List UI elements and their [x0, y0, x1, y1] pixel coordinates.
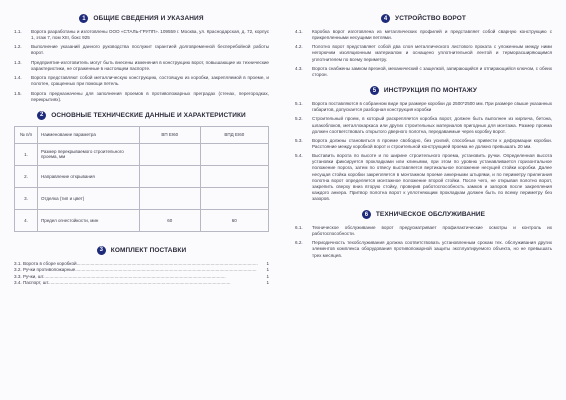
list-item: 1.4. Ворота представляют собой металлическую конструкцию, состоящую из коробки, закрепляемой в проеме, и полотен, сращенных при помощи петель.	[14, 75, 269, 87]
section-number: 5	[370, 86, 379, 95]
table-row: 4. Предел огнестойкости, мин 60 60	[15, 209, 269, 231]
list-item: 5.1. Ворота поставляются в собранном виде при размере коробки до 2500*2500 мм. При размере свыше указанных габаритов, допускается разборная конструкция коробки	[295, 101, 552, 113]
list-item: 1.3. Предприятие-изготовитель могут быть внесены изменения в конструкцию ворот, повышающие их технические характеристики, не отраженные в настоящем паспорте.	[14, 59, 269, 71]
table-header: ВП EI60	[140, 126, 201, 143]
list-item: 3.3. Ручки, шт. .............................................................................................................................................. 1	[14, 273, 269, 279]
list-item: 6.2. Периодичность техобслуживания должна соответствовать установленным срокам тех. обслуживания других элементов комплекса оборудования противопожарной защиты эксплуатируемого объекта, но не превышать трех месяцев.	[295, 240, 552, 258]
service-list	[295, 225, 552, 259]
delivery-list	[14, 261, 269, 287]
device-list	[295, 29, 552, 78]
table-header: № п/п	[15, 126, 38, 143]
list-item: 6.1. Техническое обслуживание ворот предусматривает профилактические осмотры и контроль их работоспособности.	[295, 225, 552, 237]
list-item: 5.2. Строительный проем, в который раскрепляется коробка ворот, должен быть выполнен из кирпича, бетона, шлакоблоков, металлокаркаса или других строительных материалов пригодных для монтажа. Размер проема должен соответствовать открытого дверного полотна, передаваемые через коробку ворот.	[295, 116, 552, 134]
install-list	[295, 101, 552, 202]
list-item: 5.3. Ворота должны становиться в проеме свободно, без усилий, способных привести к деформации коробки. Расстояние между коробкой ворот и строительной конструкцией проема не должно превышать 20 мм.	[295, 137, 552, 149]
section-title: ОСНОВНЫЕ ТЕХНИЧЕСКИЕ ДАННЫЕ И ХАРАКТЕРИСТИКИ	[51, 111, 246, 119]
section-1-header	[14, 14, 269, 23]
section-4-header	[295, 14, 552, 23]
list-item: 3.1. Ворота в сборе коробкой .............................................................................................................................................. 1	[14, 260, 269, 266]
right-page	[283, 0, 566, 400]
list-item: 3.2. Ручки противопожарные .............................................................................................................................................. 1	[14, 267, 269, 273]
section-6-header	[295, 210, 552, 219]
section-3-header	[14, 246, 269, 255]
section-title: КОМПЛЕКТ ПОСТАВКИ	[110, 246, 187, 254]
list-item: 1.5. Ворота предназначены для заполнения проемов в противопожарных преградах (стенах, перегородках, перекрытиях).	[14, 90, 269, 102]
general-list	[14, 29, 269, 103]
table-row: 1. Размер перекрываемого строительного проема, мм	[15, 143, 269, 165]
list-item: 3.4. Паспорт, шт. .............................................................................................................................................. 1	[14, 279, 269, 285]
section-number: 2	[37, 111, 46, 120]
table-header: ВПД EI60	[200, 126, 268, 143]
list-item: 1.2. Выполнение указаний данного руководства послужит гарантией долговременной бесперебойной работы ворот.	[14, 44, 269, 56]
section-2-header	[14, 111, 269, 120]
section-number: 1	[79, 14, 88, 23]
section-number: 6	[362, 210, 371, 219]
table-header-row	[15, 126, 269, 143]
table-header: Наименование параметра	[38, 126, 140, 143]
list-item: 5.4. Выставить ворота по высоте и по ширине строительного проема, установить ручки. Определенная высота установки фиксируется прокладками или клиньями, при этом по уровню устанавливается горизонтальное положение порога, затем по отвесу выставляется вертикальное положение несущей стойки коробки. Далее несущая стойка коробки закрепляется в монтажном проеме анкерными штырями, и по периметру прилегания полотна ворот определяется монтажное положение второй стойки. После чего, не открывая полотно ворот, закрепить сверху вниз вторую стойку, проверив работоспособность замков и запоров после закрепления каждого анкера. Притвор полотна ворот к уплотняющим прокладкам должен быть по всему периметру без зазоров.	[295, 153, 552, 201]
section-5-header	[295, 86, 552, 95]
section-title: УСТРОЙСТВО ВОРОТ	[395, 15, 466, 22]
section-title: ОБЩИЕ СВЕДЕНИЯ И УКАЗАНИЯ	[93, 15, 204, 22]
table-row: 2. Направление открывания	[15, 165, 269, 187]
table-row: 3. Отделка (тип и цвет)	[15, 187, 269, 209]
section-number: 4	[381, 14, 390, 23]
list-item: 4.3. Ворота снабжены замком врезной, механический с защелкой, запирающийся и отпирающийся ключом, с обеих сторон.	[295, 65, 552, 77]
section-number: 3	[97, 246, 106, 255]
section-title: ТЕХНИЧЕСКОЕ ОБСЛУЖИВАНИЕ	[375, 211, 486, 218]
list-item: 1.1. Ворота разработаны и изготовлены ООО «СТАЛЬ-ГРУПП». 109559 г. Москва, ул. Краснодарская, д. 72, корпус 1, этаж 7, пом XIII, бокс 925	[14, 29, 269, 41]
list-item: 4.2. Полотно ворот представляет собой два слоя металлического листового проката с уложенным между ними негорючим изоляционным материалом и оснащено уплотнительной лентой и терморасширяющимся уплотнителем по всему периметру.	[295, 44, 552, 62]
list-item: 4.1. Коробка ворот изготовлена из металлических профилей и представляет собой сварную конструкцию с прикрепленными несущими петлями.	[295, 29, 552, 41]
section-title: ИНСТРУКЦИЯ ПО МОНТАЖУ	[383, 87, 478, 95]
tech-data-table	[14, 126, 269, 232]
